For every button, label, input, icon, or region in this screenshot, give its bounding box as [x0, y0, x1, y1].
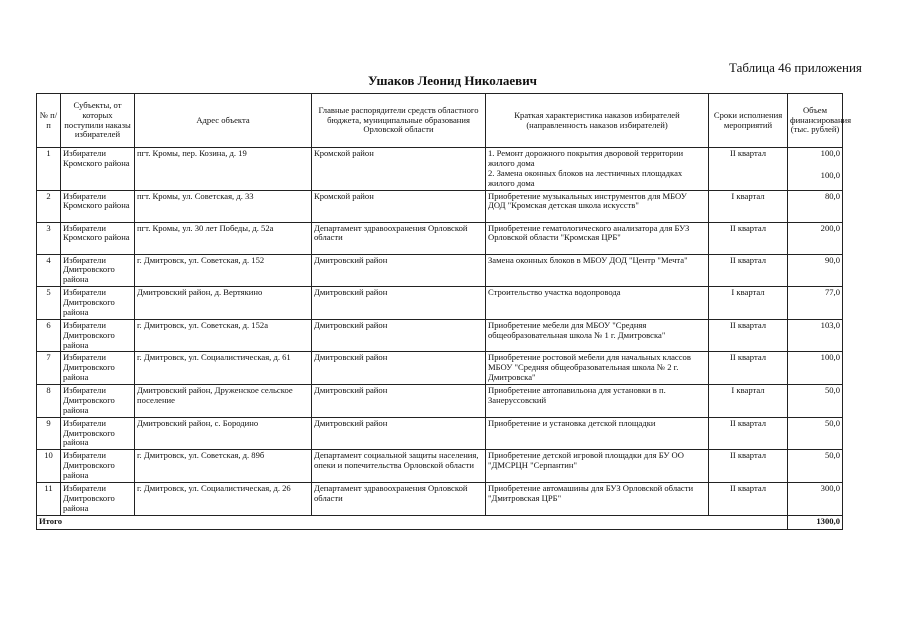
row-manager: Дмитровский район: [312, 417, 486, 450]
description-line: Приобретение музыкальных инструментов для МБОУ ДОД "Кромская детская школа искусств": [488, 190, 687, 211]
col-header-description: Краткая характеристика наказов избирателей (направленность наказов избирателей): [486, 94, 709, 148]
table-row: [37, 287, 843, 320]
col-header-term: Сроки исполнения мероприятий: [709, 94, 788, 148]
description-line: Приобретение автомашины для БУЗ Орловской области "Дмитровская ЦРБ": [488, 482, 694, 503]
row-subject: Избиратели Дмитровского района: [61, 450, 135, 483]
amount-value: 100,0: [820, 169, 840, 180]
row-number: 5: [37, 287, 61, 320]
description-line: Приобретение и установка детской площадки: [488, 417, 656, 428]
row-manager: Кромской район: [312, 190, 486, 222]
row-amount: [788, 254, 843, 287]
row-amount: [788, 417, 843, 450]
table-row: [37, 222, 843, 254]
row-address: Дмитровский район, Друженское сельское поселение: [135, 385, 312, 418]
row-manager: Департамент здравоохранения Орловской области: [312, 482, 486, 515]
description-line: Строительство участка водопровода: [488, 287, 621, 298]
description-line: Приобретение детской игровой площадки для БУ ОО "ДМСРЦН "Серпантин": [488, 450, 684, 471]
amount-value: 50,0: [824, 417, 840, 428]
row-description: [486, 319, 709, 352]
row-subject: Избиратели Кромского района: [61, 222, 135, 254]
description-line: Приобретение ростовой мебели для начальных классов МБОУ "Средняя общеобразовательная школа № 2 г. Дмитровска": [488, 352, 691, 383]
amount-value: 200,0: [820, 222, 840, 233]
row-subject: Избиратели Дмитровского района: [61, 287, 135, 320]
row-term: I квартал: [709, 385, 788, 418]
total-value: 1300,0: [788, 515, 843, 529]
amount-value: 80,0: [824, 190, 840, 201]
row-term: II квартал: [709, 450, 788, 483]
row-amount: [788, 148, 843, 191]
total-label: Итого: [37, 515, 788, 529]
row-subject: Избиратели Дмитровского района: [61, 385, 135, 418]
row-amount: [788, 482, 843, 515]
row-term: I квартал: [709, 190, 788, 222]
row-subject: Избиратели Дмитровского района: [61, 482, 135, 515]
row-number: 4: [37, 254, 61, 287]
row-description: [486, 148, 709, 191]
row-description: [486, 352, 709, 385]
row-term: II квартал: [709, 254, 788, 287]
table-row: [37, 450, 843, 483]
amount-value: 50,0: [824, 450, 840, 461]
deputy-name: Ушаков Леонид Николаевич: [367, 73, 538, 88]
table-row: [37, 352, 843, 385]
row-amount: [788, 190, 843, 222]
row-description: [486, 482, 709, 515]
description-line: Приобретение мебели для МБОУ "Средняя общеобразовательная школа № 1 г. Дмитровска": [488, 319, 666, 340]
amount-value: 77,0: [824, 287, 840, 298]
total-row: [37, 515, 843, 529]
table-row: [37, 482, 843, 515]
row-term: II квартал: [709, 148, 788, 191]
row-manager: Дмитровский район: [312, 254, 486, 287]
row-description: [486, 222, 709, 254]
row-description: [486, 385, 709, 418]
row-address: Дмитровский район, д. Вертякино: [135, 287, 312, 320]
row-subject: Избиратели Дмитровского района: [61, 352, 135, 385]
row-amount: [788, 287, 843, 320]
amount-value: 100,0: [820, 352, 840, 363]
table-row: [37, 319, 843, 352]
amount-value: 50,0: [824, 385, 840, 395]
row-number: 1: [37, 148, 61, 191]
col-header-manager: Главные распорядители средств областного бюджета, муниципальные образования Орловской области: [312, 94, 486, 148]
row-description: [486, 287, 709, 320]
row-term: II квартал: [709, 482, 788, 515]
row-address: г. Дмитровск, ул. Социалистическая, д. 26: [135, 482, 312, 515]
row-number: 7: [37, 352, 61, 385]
amount-value: 90,0: [824, 254, 840, 265]
row-address: г. Дмитровск, ул. Социалистическая, д. 61: [135, 352, 312, 385]
row-address: Дмитровский район, с. Бородино: [135, 417, 312, 450]
row-manager: Кромской район: [312, 148, 486, 191]
row-description: [486, 254, 709, 287]
table-row: [37, 254, 843, 287]
row-number: 3: [37, 222, 61, 254]
amount-value: 300,0: [820, 482, 840, 493]
row-subject: Избиратели Дмитровского района: [61, 254, 135, 287]
row-description: [486, 190, 709, 222]
description-line: 1. Ремонт дорожного покрытия дворовой территории жилого дома: [488, 148, 684, 168]
col-header-address: Адрес объекта: [135, 94, 312, 148]
row-number: 2: [37, 190, 61, 222]
row-number: 10: [37, 450, 61, 483]
description-line: Замена оконных блоков в МБОУ ДОД "Центр "Мечта": [488, 254, 688, 265]
orders-table: [36, 93, 852, 530]
row-number: 11: [37, 482, 61, 515]
row-subject: Избиратели Кромского района: [61, 190, 135, 222]
row-term: I квартал: [709, 287, 788, 320]
row-description: [486, 450, 709, 483]
row-manager: Дмитровский район: [312, 352, 486, 385]
table-header-row: [37, 94, 843, 148]
row-subject: Избиратели Дмитровского района: [61, 417, 135, 450]
description-line: Приобретение автопавильона для установки в п. Занерусcовский: [488, 385, 666, 405]
amount-value: 100,0: [820, 148, 840, 158]
row-address: г. Дмитровск, ул. Советская, д. 89б: [135, 450, 312, 483]
description-line: Приобретение гематологического анализатора для БУЗ Орловской области "Кромская ЦРБ": [488, 222, 690, 243]
col-header-number: № п/п: [37, 94, 61, 148]
row-term: II квартал: [709, 352, 788, 385]
row-manager: Дмитровский район: [312, 319, 486, 352]
row-address: пгт. Кромы, пер. Козина, д. 19: [135, 148, 312, 191]
description-line: 2. Замена оконных блоков на лестничных площадках жилого дома: [488, 167, 683, 188]
table-row: [37, 148, 843, 191]
col-header-amount: Объем финансирования (тыс. рублей): [788, 94, 843, 148]
amount-value: 103,0: [820, 319, 840, 330]
row-number: 8: [37, 385, 61, 418]
col-header-subject: Субъекты, от которых поступили наказы избирателей: [61, 94, 135, 148]
row-address: пгт. Кромы, ул. 30 лет Победы, д. 52а: [135, 222, 312, 254]
table-row: [37, 190, 843, 222]
row-amount: [788, 319, 843, 352]
table-row: [37, 417, 843, 450]
row-amount: [788, 222, 843, 254]
row-term: II квартал: [709, 319, 788, 352]
row-amount: [788, 450, 843, 483]
row-subject: Избиратели Кромского района: [61, 148, 135, 191]
appendix-title: Таблица 46 приложения: [729, 60, 862, 75]
row-manager: Департамент здравоохранения Орловской области: [312, 222, 486, 254]
row-subject: Избиратели Дмитровского района: [61, 319, 135, 352]
row-manager: Дмитровский район: [312, 287, 486, 320]
row-term: II квартал: [709, 417, 788, 450]
row-number: 9: [37, 417, 61, 450]
row-term: II квартал: [709, 222, 788, 254]
row-description: [486, 417, 709, 450]
row-number: 6: [37, 319, 61, 352]
row-manager: Департамент социальной защиты населения, опеки и попечительства Орловской области: [312, 450, 486, 483]
table-row: [37, 385, 843, 418]
row-address: г. Дмитровск, ул. Советская, д. 152: [135, 254, 312, 287]
row-amount: [788, 385, 843, 418]
row-manager: Дмитровский район: [312, 385, 486, 418]
row-address: пгт. Кромы, ул. Советская, д. 33: [135, 190, 312, 222]
row-amount: [788, 352, 843, 385]
row-address: г. Дмитровск, ул. Советская, д. 152а: [135, 319, 312, 352]
